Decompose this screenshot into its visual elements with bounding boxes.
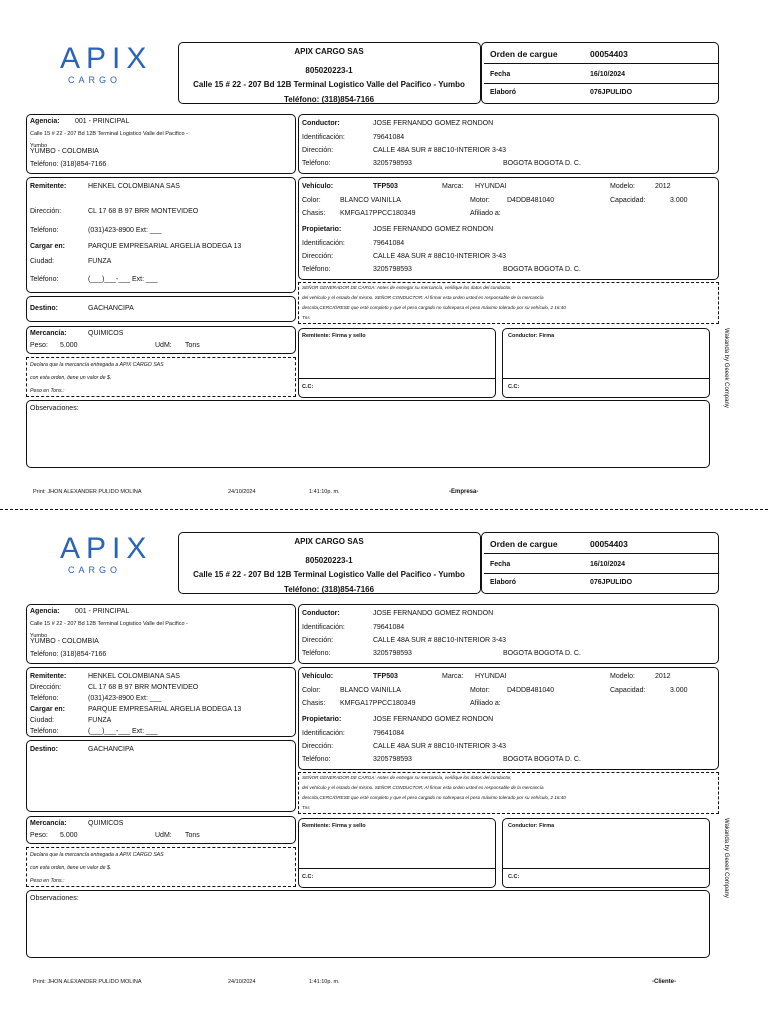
conductor-id: 79641084 [373,624,405,631]
observaciones-box [26,400,710,468]
chasis-label: Chasis: [302,210,326,217]
fecha-label: Fecha [490,561,511,568]
destino-label: Destino: [30,746,58,753]
notice-line2: del vehículo y el estado del mismo. SEÑOR CONDUCTOR: Al firmar esta orden usted es responsable de la mercancía [302,295,544,300]
conductor-city: BOGOTA BOGOTA D. C. [503,160,581,167]
udm-label: UdM: [155,342,172,349]
motor-value: D4DDB481040 [507,197,555,204]
conductor-id: 79641084 [373,134,405,141]
fecha-value: 16/10/2024 [590,561,626,568]
conductor-cc: C.C: [508,874,520,880]
notice-line2: del vehículo y el estado del mismo. SEÑOR CONDUCTOR: Al firmar esta orden usted es responsable de la mercancía [302,785,544,790]
propietario-label: Propietario: [302,716,342,723]
notice-line3: descrita,CERCIÓRESE que esté completo y que el peso cargado no sobrepasa el peso máximo tolerado por su vehículo, 2 16:40 [302,305,566,310]
udm-label: UdM: [155,832,172,839]
conductor-tel-label: Teléfono: [302,160,331,167]
ciudad-label: Ciudad: [30,258,55,265]
company-phone: Teléfono: (318)854-7166 [283,585,375,594]
udm-value: Tons [185,342,200,349]
marca-value: HYUNDAI [475,183,507,190]
agencia-value: 001 - PRINCIPAL [75,608,130,615]
color-value: BLANCO VAINILLA [340,687,401,694]
propietario-dir: CALLE 48A SUR # 88C10-INTERIOR 3-43 [373,743,507,750]
agencia-value: 001 - PRINCIPAL [75,118,130,125]
remitente-dir-label: Dirección: [30,684,62,691]
remitente-name: HENKEL COLOMBIANA SAS [88,673,180,680]
agencia-address: Calle 15 # 22 - 207 Bd 12B Terminal Logistico Valle del Pacifico - [30,131,188,137]
company-logo-sub: CARGO [68,75,122,85]
marca-value: HYUNDAI [475,673,507,680]
vehiculo-placa: TFP503 [373,673,398,680]
order-copy [0,490,768,1024]
conductor-tel: 3205798593 [373,650,412,657]
remitente-tel: (031)423-8900 Ext: ___ [88,695,162,702]
propietario-city: BOGOTA BOGOTA D. C. [503,756,581,763]
print-date: 24/10/2024 [228,489,256,495]
order-label: Orden de cargue [490,49,558,59]
remitente-label: Remitente: [30,183,67,190]
propietario-id: 79641084 [373,240,405,247]
remitente-firma-label: Remitente: Firma y sello [302,823,366,829]
propietario-label: Propietario: [302,226,342,233]
vehiculo-box [298,667,719,770]
ciudad-label: Ciudad: [30,717,55,724]
observaciones-label: Observaciones: [30,405,79,412]
print-time: 1:41:10p. m. [309,979,340,985]
remitente-tel-label: Teléfono: [30,227,59,234]
destino-value: GACHANCIPA [88,305,134,312]
company-logo: APIX [60,42,153,75]
marca-label: Marca: [442,673,464,680]
afiliado-label: Afiliado a: [470,210,501,217]
peso-label: Peso: [30,342,48,349]
cargar-label: Cargar en: [30,706,66,713]
peso-label: Peso: [30,832,48,839]
conductor-id-label: Identificación: [302,134,345,141]
company-address: Calle 15 # 22 - 207 Bd 12B Terminal Logistico Valle del Pacifico - Yumbo [193,80,465,89]
order-row-fecha [484,66,718,84]
order-label: Orden de cargue [490,539,558,549]
elaboro-label: Elaboró [490,579,517,586]
propietario-tel-label: Teléfono: [302,756,331,763]
propietario-dir: CALLE 48A SUR # 88C10-INTERIOR 3-43 [373,253,507,260]
motor-value: D4DDB481040 [507,687,555,694]
mercancia-value: QUIMICOS [88,330,124,337]
conductor-tel: 3205798593 [373,160,412,167]
observaciones-box [26,890,710,958]
remitente-label: Remitente: [30,673,67,680]
color-label: Color: [302,197,321,204]
propietario-id-label: Identificación: [302,730,345,737]
conductor-label: Conductor: [302,120,340,127]
remitente-tel2-label: Teléfono: [30,728,59,735]
remitente-tel2-label: Teléfono: [30,276,59,283]
vehiculo-placa: TFP503 [373,183,398,190]
observaciones-label: Observaciones: [30,895,79,902]
notice-line4: Tns [302,805,310,810]
color-label: Color: [302,687,321,694]
conductor-dir-label: Dirección: [302,147,334,154]
agencia-label: Agencia: [30,608,60,615]
declara-line2: con esta orden, tiene un valor de $. [30,865,112,871]
cargar-value: PARQUE EMPRESARIAL ARGELIA BODEGA 13 [88,243,242,250]
company-name: APIX CARGO SAS [294,537,364,546]
destino-value: GACHANCIPA [88,746,134,753]
company-logo: APIX [60,532,153,565]
remitente-cc: C.C: [302,874,314,880]
conductor-firma-line [502,378,710,379]
company-nit: 805020223-1 [305,66,353,75]
print-date: 24/10/2024 [228,979,256,985]
conductor-firma-label: Conductor: Firma [508,823,555,829]
remitente-tel: (031)423-8900 Ext: ___ [88,227,162,234]
conductor-tel-label: Teléfono: [302,650,331,657]
cargar-value: PARQUE EMPRESARIAL ARGELIA BODEGA 13 [88,706,242,713]
color-value: BLANCO VAINILLA [340,197,401,204]
remitente-name: HENKEL COLOMBIANA SAS [88,183,180,190]
cut-line [0,509,768,510]
agencia-city2: YUMBO - COLOMBIA [30,638,99,645]
vertical-credit: Wakanda by Geeek Company [723,818,729,898]
conductor-firma-line [502,868,710,869]
conductor-cc: C.C: [508,384,520,390]
notice-line1: SEÑOR GENERADOR DE CARGA: Antes de entregar su mercancía, verifique los datos del conductor, [302,775,512,780]
remitente-dir: CL 17 68 B 97 BRR MONTEVIDEO [88,208,199,215]
notice-line1: SEÑOR GENERADOR DE CARGA: Antes de entregar su mercancía, verifique los datos del conductor, [302,285,512,290]
conductor-name: JOSE FERNANDO GOMEZ RONDON [373,610,494,617]
modelo-label: Modelo: [610,183,635,190]
modelo-value: 2012 [655,183,671,190]
agencia-phone: Teléfono: (318)854-7166 [30,161,107,168]
propietario-id: 79641084 [373,730,405,737]
remitente-firma-line [298,868,496,869]
destino-label: Destino: [30,305,58,312]
motor-label: Motor: [470,687,490,694]
ciudad-value: FUNZA [88,717,112,724]
propietario-tel: 3205798593 [373,266,412,273]
declara-line2: con esta orden, tiene un valor de $. [30,375,112,381]
agencia-phone: Teléfono: (318)854-7166 [30,651,107,658]
remitente-tel-label: Teléfono: [30,695,59,702]
destino-box [26,296,296,322]
capacidad-value: 3.000 [670,197,688,204]
copy-label: -Empresa- [449,489,479,495]
udm-value: Tons [185,832,200,839]
capacidad-label: Capacidad: [610,197,646,204]
remitente-firma-label: Remitente: Firma y sello [302,333,366,339]
order-row-number [484,44,718,64]
marca-label: Marca: [442,183,464,190]
agencia-city2: YUMBO - COLOMBIA [30,148,99,155]
fecha-value: 16/10/2024 [590,71,626,78]
print-time: 1:41:10p. m. [309,489,340,495]
fecha-label: Fecha [490,71,511,78]
conductor-firma-label: Conductor: Firma [508,333,555,339]
agencia-address: Calle 15 # 22 - 207 Bd 12B Terminal Logistico Valle del Pacifico - [30,621,188,627]
propietario-name: JOSE FERNANDO GOMEZ RONDON [373,716,494,723]
elaboro-value: 076JPULIDO [590,579,633,586]
conductor-name: JOSE FERNANDO GOMEZ RONDON [373,120,494,127]
motor-label: Motor: [470,197,490,204]
order-row-number [484,534,718,554]
print-user: Print: JHON ALEXANDER PULIDO MOLINA [33,979,142,985]
declara-line3: Peso en Tons.: [30,388,65,394]
propietario-tel-label: Teléfono: [302,266,331,273]
agencia-city1: Yumbo [30,143,48,149]
mercancia-label: Mercancía: [30,330,67,337]
order-row-elaboro [484,576,718,592]
ciudad-value: FUNZA [88,258,112,265]
destino-box [26,740,296,812]
modelo-label: Modelo: [610,673,635,680]
mercancia-label: Mercancía: [30,820,67,827]
vehiculo-label: Vehículo: [302,183,334,190]
propietario-city: BOGOTA BOGOTA D. C. [503,266,581,273]
declara-line1: Declara que la mercancía entregada a APIX CARGO SAS [30,852,164,858]
propietario-id-label: Identificación: [302,240,345,247]
elaboro-value: 076JPULIDO [590,89,633,96]
peso-value: 5.000 [60,832,78,839]
chasis-label: Chasis: [302,700,326,707]
conductor-id-label: Identificación: [302,624,345,631]
notice-line3: descrita,CERCIÓRESE que esté completo y que el peso cargado no sobrepasa el peso máximo tolerado por su vehículo, 2 16:40 [302,795,566,800]
remitente-dir-label: Dirección: [30,208,62,215]
declara-line1: Declara que la mercancía entregada a APIX CARGO SAS [30,362,164,368]
propietario-dir-label: Dirección: [302,743,334,750]
conductor-dir: CALLE 48A SUR # 88C10-INTERIOR 3-43 [373,637,507,644]
conductor-dir-label: Dirección: [302,637,334,644]
propietario-tel: 3205798593 [373,756,412,763]
peso-value: 5.000 [60,342,78,349]
agencia-label: Agencia: [30,118,60,125]
mercancia-value: QUIMICOS [88,820,124,827]
propietario-name: JOSE FERNANDO GOMEZ RONDON [373,226,494,233]
capacidad-value: 3.000 [670,687,688,694]
vehiculo-box [298,177,719,280]
copy-label: -Cliente- [652,979,676,985]
company-phone: Teléfono: (318)854-7166 [283,95,375,104]
company-address: Calle 15 # 22 - 207 Bd 12B Terminal Logistico Valle del Pacifico - Yumbo [193,570,465,579]
cargar-label: Cargar en: [30,243,66,250]
order-number: 00054403 [590,539,628,549]
order-number: 00054403 [590,49,628,59]
remitente-dir: CL 17 68 B 97 BRR MONTEVIDEO [88,684,199,691]
modelo-value: 2012 [655,673,671,680]
company-name: APIX CARGO SAS [294,47,364,56]
chasis-value: KMFGA17PPCC180349 [340,700,416,707]
notice-line4: Tns [302,315,310,320]
conductor-dir: CALLE 48A SUR # 88C10-INTERIOR 3-43 [373,147,507,154]
order-copy [0,0,768,500]
company-nit: 805020223-1 [305,556,353,565]
remitente-box [26,177,296,293]
remitente-tel2: (___)___-___ Ext: ___ [88,728,158,735]
order-row-elaboro [484,86,718,102]
remitente-tel2: (___)___-___ Ext: ___ [88,276,158,283]
remitente-cc: C.C: [302,384,314,390]
remitente-firma-line [298,378,496,379]
chasis-value: KMFGA17PPCC180349 [340,210,416,217]
vertical-credit: Wakanda by Geeek Company [723,328,729,408]
elaboro-label: Elaboró [490,89,517,96]
company-logo-sub: CARGO [68,565,122,575]
declara-line3: Peso en Tons.: [30,878,65,884]
order-row-fecha [484,556,718,574]
afiliado-label: Afiliado a: [470,700,501,707]
vehiculo-label: Vehículo: [302,673,334,680]
capacidad-label: Capacidad: [610,687,646,694]
propietario-dir-label: Dirección: [302,253,334,260]
conductor-label: Conductor: [302,610,340,617]
print-user: Print: JHON ALEXANDER PULIDO MOLINA [33,489,142,495]
conductor-city: BOGOTA BOGOTA D. C. [503,650,581,657]
agencia-city1: Yumbo [30,633,48,639]
